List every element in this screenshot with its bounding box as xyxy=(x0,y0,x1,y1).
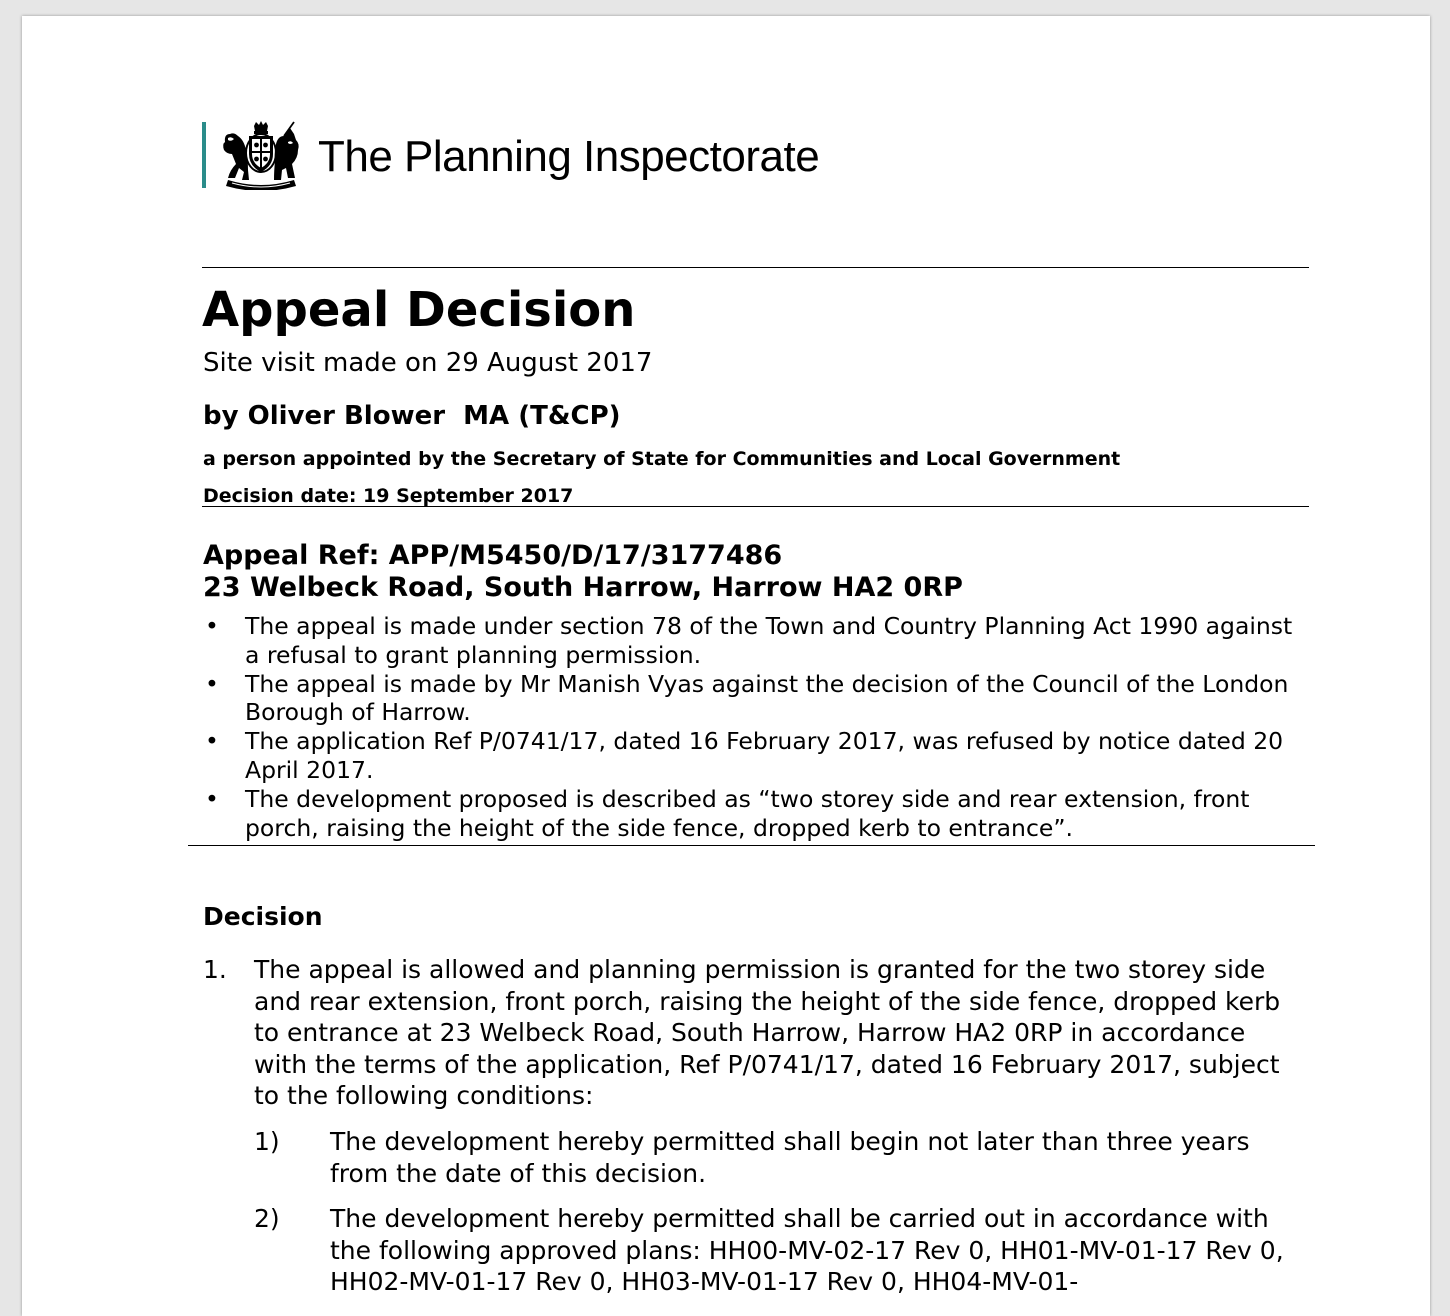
decision-date: Decision date: 19 September 2017 xyxy=(203,485,574,507)
bullet-icon: • xyxy=(205,784,219,813)
decision-date-divider xyxy=(202,506,1309,507)
list-item xyxy=(203,727,1313,785)
condition-number: 2) xyxy=(254,1204,280,1233)
condition-text: The development hereby permitted shall begin not later than three years from the date of this decision. xyxy=(330,1127,1250,1188)
site-address: 23 Welbeck Road, South Harrow, Harrow HA2 0RP xyxy=(203,572,963,603)
list-item-text: The application Ref P/0741/17, dated 16 February 2017, was refused by notice dated 20 April 2017. xyxy=(245,727,1284,784)
bullet-icon: • xyxy=(205,727,219,756)
royal-coat-of-arms-icon xyxy=(218,120,304,190)
paragraph-number: 1. xyxy=(203,955,227,984)
appeal-summary-list xyxy=(203,612,1313,842)
list-item-text: The appeal is made by Mr Manish Vyas against the decision of the Council of the London Borough of Harrow. xyxy=(245,669,1289,727)
appointment-statement: a person appointed by the Secretary of State for Communities and Local Government xyxy=(203,448,1121,470)
logo-accent-bar xyxy=(202,122,206,188)
inspector-name: by Oliver Blower MA (T&CP) xyxy=(203,401,621,431)
bullet-icon: • xyxy=(205,669,219,698)
list-item xyxy=(203,612,1313,670)
condition-text: The development hereby permitted shall be carried out in accordance with the following approved plans: HH00-MV-02-17 Rev 0, HH01-MV-01-17 Rev 0, HH02-MV-01-17 Rev 0, HH03-MV-01-17 Rev 0, HH04-MV-01- xyxy=(330,1204,1284,1297)
condition-item xyxy=(254,1203,1314,1298)
condition-number: 1) xyxy=(254,1127,280,1156)
document-page xyxy=(22,16,1430,1316)
appeal-reference: Appeal Ref: APP/M5450/D/17/3177486 xyxy=(203,540,783,571)
list-item xyxy=(203,670,1313,728)
decision-paragraph xyxy=(203,954,1303,1112)
list-item xyxy=(203,785,1313,843)
condition-item xyxy=(254,1126,1314,1189)
decision-heading: Decision xyxy=(203,902,323,931)
bullet-icon: • xyxy=(205,612,219,640)
summary-divider xyxy=(188,845,1315,846)
list-item-text: The development proposed is described as “two storey side and rear extension, front porch, raising the height of the side fence, dropped kerb to entrance”. xyxy=(245,784,1250,842)
header-divider xyxy=(202,267,1309,268)
site-visit-date: Site visit made on 29 August 2017 xyxy=(203,348,653,378)
organisation-name: The Planning Inspectorate xyxy=(318,132,820,181)
paragraph-text: The appeal is allowed and planning permission is granted for the two storey side and rear extension, front porch, raising the height of the side fence, dropped kerb to entrance at 23 Welbeck Road, South Harrow, Harrow HA2 0RP in accordance with the terms of the application, Ref P/0741/17, dated 16 February 2017, subject to the following conditions: xyxy=(254,955,1281,1111)
page-title: Appeal Decision xyxy=(202,282,636,338)
list-item-text: The appeal is made under section 78 of the Town and Country Planning Act 1990 against a refusal to grant planning permission. xyxy=(245,612,1293,669)
